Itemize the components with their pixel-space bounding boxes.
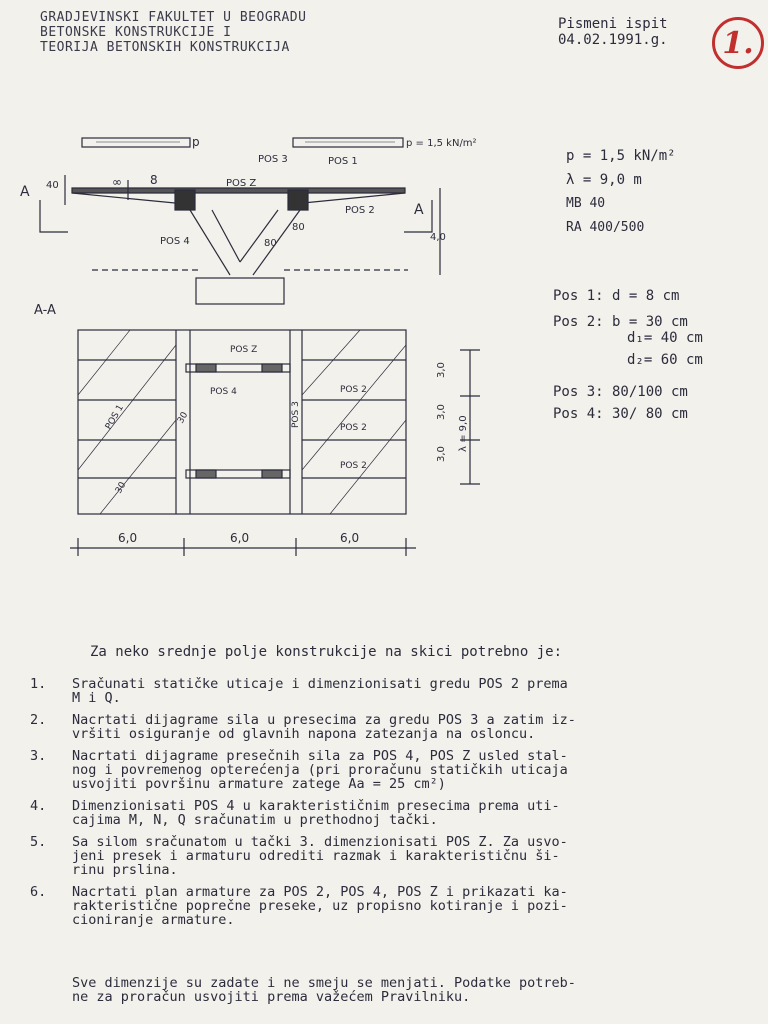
task-text: Nacrtati dijagrame sila u presecima za gredu POS 3 a zatim iz- vršiti osiguranje od glavnih napona zatezanja na osloncu.: [72, 712, 576, 742]
dim-w3: 6,0: [340, 531, 360, 545]
load-p-label: p: [192, 135, 200, 149]
exam-type: Pismeni ispit: [558, 16, 668, 32]
label-pos2-plan-c: POS 2: [340, 461, 367, 471]
task-text: Dimenzionisati POS 4 u karakterističnim presecima prema uti- cajima M, N, Q sračunatim u prethodnoj tački.: [72, 798, 560, 828]
label-pos3-plan: POS 3: [291, 401, 301, 428]
dim-v3: 3,0: [436, 362, 447, 378]
task-number: 6.: [30, 884, 47, 900]
task-number: 1.: [30, 676, 47, 692]
label-pos1: POS 1: [328, 156, 358, 167]
param-concrete: MB 40: [566, 196, 606, 211]
task-item: [30, 885, 730, 927]
label-pos3-top: POS 3: [258, 154, 288, 165]
label-pos4-plan: POS 4: [210, 387, 237, 397]
dim-30-plan: 30: [175, 410, 191, 426]
stamp-mark: 1.: [712, 17, 764, 69]
label-pos2-plan-b: POS 2: [340, 423, 367, 433]
pos3-spec: Pos 3: 80/100 cm: [553, 384, 688, 400]
task-text: Sračunati statičke uticaje i dimenzionisati gredu POS 2 prema M i Q.: [72, 676, 568, 706]
task-item: [30, 677, 730, 705]
pos4-spec: Pos 4: 30/ 80 cm: [553, 406, 688, 422]
param-steel: RA 400/500: [566, 220, 645, 235]
exam-date: 04.02.1991.g.: [558, 32, 668, 48]
task-text: Nacrtati dijagrame presečnih sila za POS 4, POS Z usled stal- nog i povremenog opterećenja (pri proračunu statičkih uticaja usvojiti površinu armature zatege Aa = 25 cm²): [72, 748, 568, 792]
task-item: [30, 713, 730, 741]
dim-8: 8: [150, 173, 158, 187]
section-title: A-A: [34, 303, 56, 318]
task-number: 4.: [30, 798, 47, 814]
dim-30-plan-b: 30: [113, 480, 129, 496]
label-posz-top: POS Z: [226, 178, 257, 189]
dim-span: λ = 9,0: [458, 415, 469, 452]
closing-note: Sve dimenzije su zadate i ne smeju se menjati. Podatke potreb- ne za proračun usvojiti prema važećem Pravilniku.: [72, 975, 576, 1005]
label-pos2-top: POS 2: [345, 205, 375, 216]
dim-v1: 3,0: [436, 446, 447, 462]
pos1-spec: Pos 1: d = 8 cm: [553, 288, 680, 304]
institution-line: GRADJEVINSKI FAKULTET U BEOGRADU: [40, 10, 307, 25]
section-mark-left: A: [20, 184, 30, 200]
task-item: [30, 799, 730, 827]
dim-40: 40: [46, 180, 59, 191]
dim-w2: 6,0: [230, 531, 250, 545]
label-pos4-top: POS 4: [160, 236, 190, 247]
label-posz-plan: POS Z: [230, 345, 258, 355]
dim-80b: 80: [292, 222, 305, 233]
task-number: 2.: [30, 712, 47, 728]
param-load: p = 1,5 kN/m²: [566, 148, 676, 164]
task-list: [30, 677, 730, 935]
task-item: [30, 835, 730, 877]
department-line: BETONSKE KONSTRUKCIJE I: [40, 25, 232, 40]
task-number: 5.: [30, 834, 47, 850]
tasks-intro: Za neko srednje polje konstrukcije na skici potrebno je:: [90, 644, 563, 660]
load-value-label: p = 1,5 kN/m²: [406, 138, 477, 149]
dim-height: 4,0: [430, 232, 446, 243]
param-span: λ = 9,0 m: [566, 172, 642, 188]
section-mark-right: A: [414, 202, 424, 218]
label-pos1-plan: POS 1: [103, 403, 127, 432]
course-line: TEORIJA BETONSKIH KONSTRUKCIJA: [40, 40, 290, 55]
label-pos2-plan-a: POS 2: [340, 385, 367, 395]
pos2-depth2: d₂= 60 cm: [627, 352, 703, 368]
dim-v2: 3,0: [436, 404, 447, 420]
dim-inf: ∞: [112, 175, 122, 189]
dim-w1: 6,0: [118, 531, 138, 545]
task-text: Sa silom sračunatom u tački 3. dimenzionisati POS Z. Za usvo- jeni presek i armaturu odrediti razmak i karakterističnu ši- rinu prslina.: [72, 834, 568, 878]
task-text: Nacrtati plan armature za POS 2, POS 4, POS Z i prikazati ka- rakteristične poprečne preseke, uz propisno kotiranje i pozi- cioniranje armature.: [72, 884, 568, 928]
dim-80a: 80: [264, 238, 277, 249]
pos2-depth1: d₁= 40 cm: [627, 330, 703, 346]
pos2-width: Pos 2: b = 30 cm: [553, 314, 688, 330]
task-item: [30, 749, 730, 791]
task-number: 3.: [30, 748, 47, 764]
